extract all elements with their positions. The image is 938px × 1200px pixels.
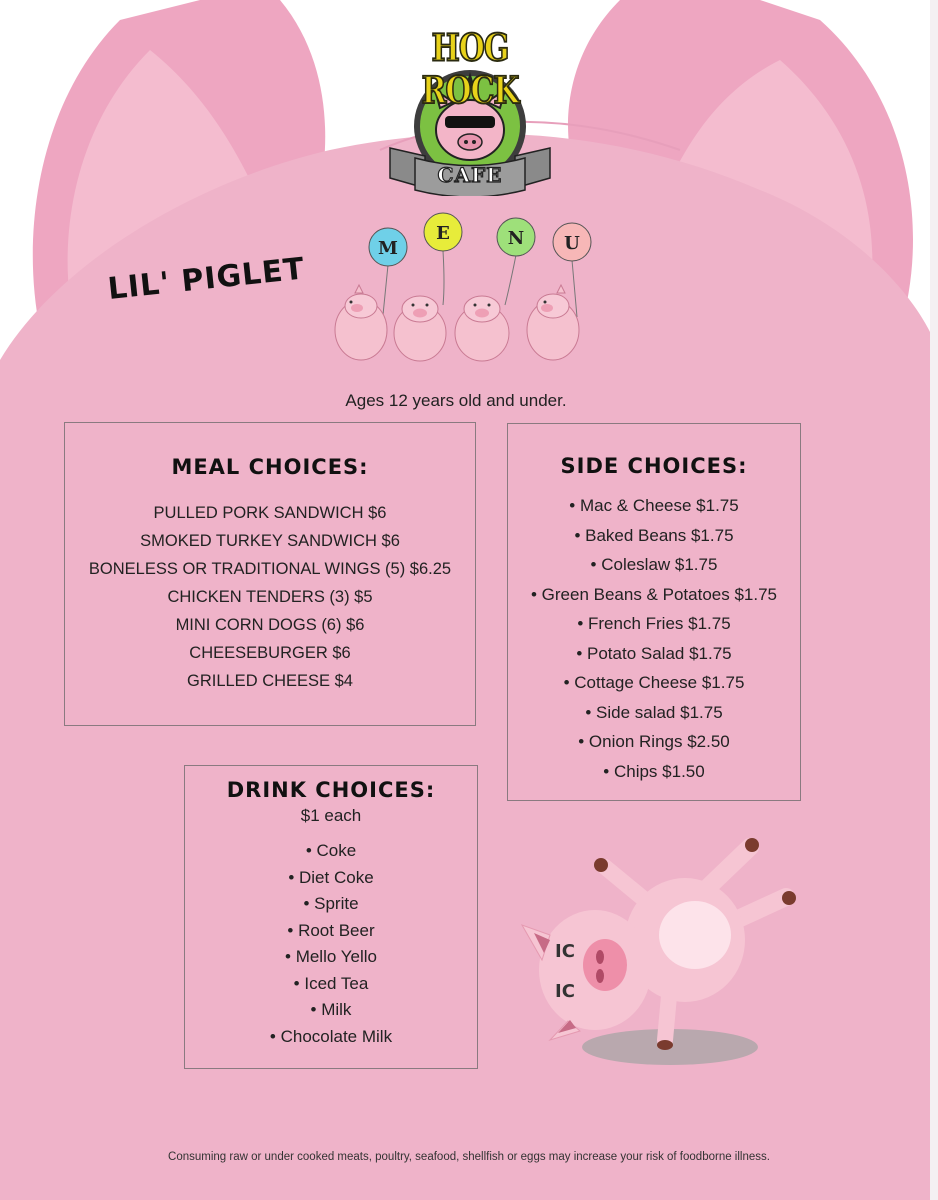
svg-text:IC: IC xyxy=(555,941,575,962)
ages-note: Ages 12 years old and under. xyxy=(345,391,567,410)
side-item: • Coleslaw $1.75 xyxy=(590,555,718,574)
svg-text:N: N xyxy=(507,228,525,249)
side-item: • Baked Beans $1.75 xyxy=(574,525,734,545)
logo-bottom-text: CAFE xyxy=(437,163,503,187)
drink-item: • Root Beer xyxy=(287,920,375,940)
balloon-piglets-illustration xyxy=(325,205,615,370)
meal-choices-title: MEAL CHOICES: xyxy=(171,455,369,479)
side-item: • Chips $1.50 xyxy=(603,761,705,781)
side-item: • Onion Rings $2.50 xyxy=(578,732,730,751)
menu-title: LIL' PIGLET xyxy=(106,251,307,307)
hog-rock-cafe-logo xyxy=(385,28,555,196)
drink-item: • Sprite xyxy=(303,894,359,913)
svg-text:E: E xyxy=(436,223,450,244)
piglet-4-icon xyxy=(527,285,579,360)
meal-item: CHEESEBURGER $6 xyxy=(189,644,351,662)
meal-item: PULLED PORK SANDWICH $6 xyxy=(153,504,387,522)
side-item: • Mac & Cheese $1.75 xyxy=(569,496,739,515)
drink-item: • Mello Yello xyxy=(285,947,377,966)
meal-item: GRILLED CHEESE $4 xyxy=(187,672,353,690)
meal-item: SMOKED TURKEY SANDWICH $6 xyxy=(140,532,400,550)
drink-price-note: $1 each xyxy=(300,806,362,825)
food-safety-disclaimer: Consuming raw or under cooked meats, poultry, seafood, shellfish or eggs may increase your risk of foodborne illness. xyxy=(168,1151,770,1163)
side-item: • Potato Salad $1.75 xyxy=(576,643,732,663)
meal-item: CHICKEN TENDERS (3) $5 xyxy=(167,588,373,606)
svg-text:M: M xyxy=(378,238,398,259)
logo-top-text: HOG ROCK xyxy=(421,26,519,113)
side-choices-title: SIDE CHOICES: xyxy=(560,454,748,478)
meal-item: MINI CORN DOGS (6) $6 xyxy=(175,616,365,634)
drink-item: • Iced Tea xyxy=(293,973,369,993)
meal-choices-box xyxy=(64,422,476,726)
drink-item: • Coke xyxy=(305,841,357,860)
balloon-e xyxy=(424,213,462,251)
side-item: • French Fries $1.75 xyxy=(577,614,731,633)
side-choices-box xyxy=(507,423,801,801)
drink-item: • Diet Coke xyxy=(288,867,374,887)
piglet-3-icon xyxy=(455,296,509,361)
drink-choices-title: DRINK CHOICES: xyxy=(226,778,436,802)
side-item: • Side salad $1.75 xyxy=(585,702,723,722)
meal-item: BONELESS OR TRADITIONAL WINGS (5) $6.25 xyxy=(88,560,452,578)
side-item: • Green Beans & Potatoes $1.75 xyxy=(530,584,777,604)
cartwheel-pig-icon xyxy=(510,835,800,1075)
svg-text:U: U xyxy=(564,233,580,254)
svg-text:IC: IC xyxy=(555,981,575,1002)
balloon-m xyxy=(369,228,407,266)
drink-item: • Chocolate Milk xyxy=(269,1026,393,1046)
side-item: • Cottage Cheese $1.75 xyxy=(563,673,745,692)
piglet-2-icon xyxy=(394,296,446,361)
balloon-n xyxy=(497,218,535,256)
balloon-u xyxy=(553,223,591,261)
drink-item: • Milk xyxy=(310,1000,352,1019)
piglet-1-icon xyxy=(335,285,387,360)
drink-choices-box xyxy=(184,765,478,1069)
